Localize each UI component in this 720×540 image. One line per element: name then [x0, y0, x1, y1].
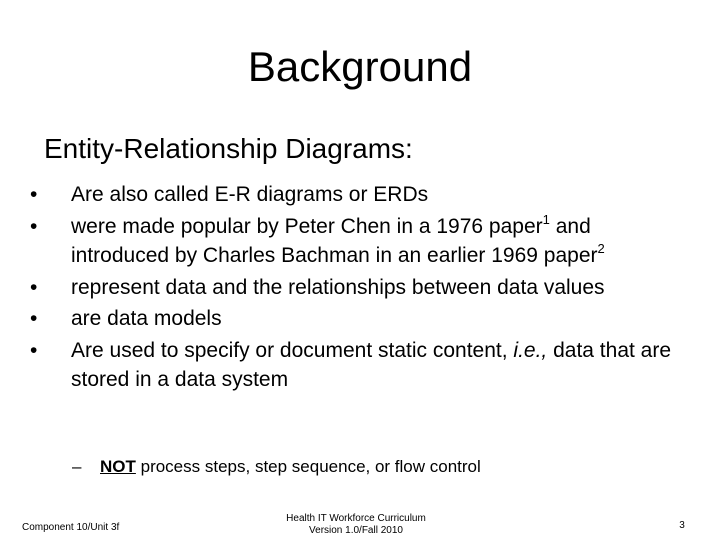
footer-component: Component 10/Unit 3f — [22, 522, 120, 533]
bullet-item — [30, 304, 690, 334]
bullet-marker: • — [30, 275, 38, 299]
bullet-text: data that are stored in a data system — [71, 338, 672, 391]
footer-curriculum-line2: Version 1.0/Fall 2010 — [309, 525, 403, 536]
slide-title: Background — [247, 43, 473, 90]
sub-bullet — [72, 456, 481, 478]
bullet-italic-text: i.e., — [513, 338, 548, 362]
bullet-text: represent data and the relationships between data values — [71, 275, 605, 299]
footer-curriculum-line1: Health IT Workforce Curriculum — [286, 513, 426, 524]
footer-curriculum — [256, 513, 456, 537]
page-number: 3 — [679, 520, 685, 531]
bullet-list — [30, 180, 690, 397]
bullet-text: Are also called E-R diagrams or ERDs — [71, 183, 429, 206]
bullet-item — [30, 212, 690, 271]
sub-bullet-marker: – — [72, 457, 82, 476]
bullet-item — [30, 336, 690, 395]
sub-bullet-emphasis: NOT — [100, 457, 136, 476]
bullet-item — [30, 180, 690, 210]
bullet-marker: • — [30, 338, 38, 362]
footnote-ref-2: 2 — [597, 241, 605, 256]
bullet-text: and introduced by Charles Bachman in an earlier 1969 paper — [71, 214, 598, 267]
bullet-marker: • — [30, 307, 38, 330]
bullet-marker: • — [30, 214, 38, 238]
slide-subtitle: Entity-Relationship Diagrams: — [44, 133, 413, 164]
bullet-text: are data models — [71, 307, 222, 330]
bullet-text: Are used to specify or document static content, — [71, 338, 514, 362]
bullet-text: were made popular by Peter Chen in a 1976 paper — [71, 214, 543, 238]
sub-bullet-text: process steps, step sequence, or flow control — [135, 457, 481, 476]
bullet-item — [30, 273, 690, 303]
bullet-marker: • — [30, 183, 38, 206]
footnote-ref-1: 1 — [542, 211, 550, 227]
